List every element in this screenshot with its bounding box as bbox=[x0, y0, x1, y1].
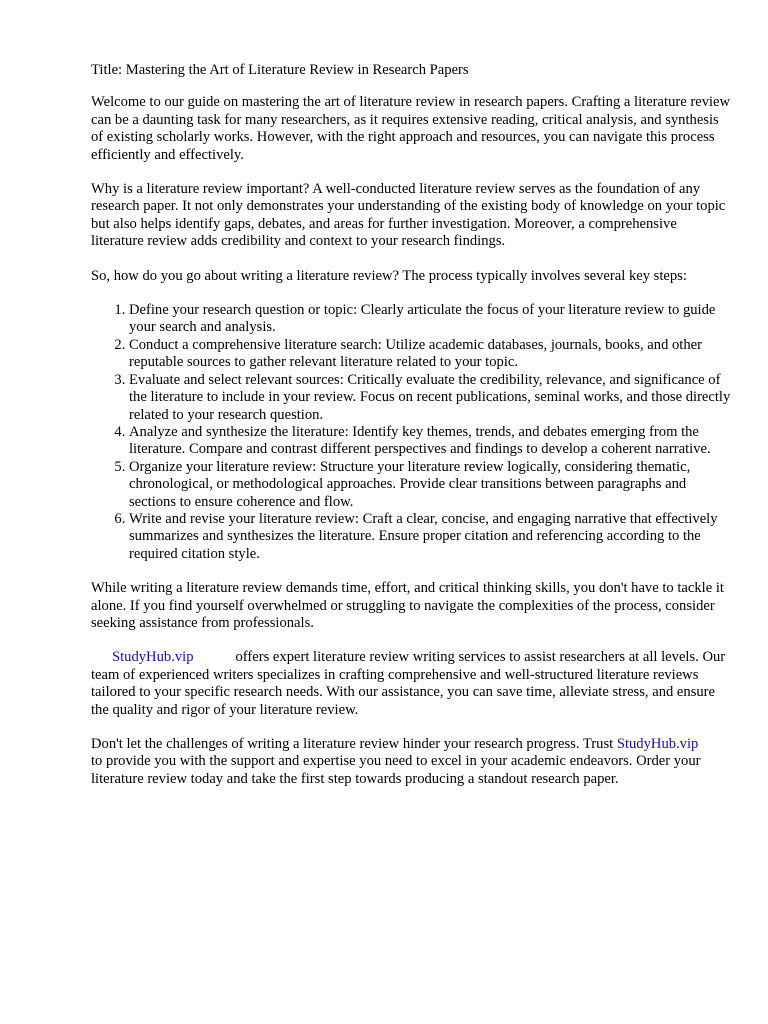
studyhub-link[interactable]: StudyHub.vip bbox=[112, 649, 194, 666]
step-item: 1. Define your research question or topic: Clearly articulate the focus of your literature review to guide your search and analysis. bbox=[129, 302, 731, 337]
steps-list bbox=[91, 302, 731, 563]
closing-text-after: to provide you with the support and expertise you need to excel in your academic endeavors. Order your literature review today and take the first step towards producing a standout research paper. bbox=[91, 753, 701, 787]
document-title: Title: Mastering the Art of Literature Review in Research Papers bbox=[91, 62, 469, 78]
closing-text-before: Don't let the challenges of writing a literature review hinder your research progress. Trust bbox=[91, 736, 614, 752]
document-page bbox=[91, 62, 731, 805]
step-item: 2. Conduct a comprehensive literature search: Utilize academic databases, journals, books, and other reputable sources to gather relevant literature related to your topic. bbox=[129, 337, 731, 372]
intro-paragraph: Welcome to our guide on mastering the art of literature review in research papers. Crafting a literature review can be a daunting task for many researchers, as it requires extensive reading, critical analysis, and synthesis of existing scholarly works. However, with the right approach and resources, you can navigate this process efficiently and effectively. bbox=[91, 94, 731, 163]
studyhub-link[interactable]: StudyHub.vip bbox=[616, 736, 699, 752]
step-item: 3. Evaluate and select relevant sources: Critically evaluate the credibility, relevance, and significance of the literature to include in your review. Focus on recent publications, seminal works, and those directly related to your research question. bbox=[129, 372, 731, 424]
assistance-paragraph: While writing a literature review demands time, effort, and critical thinking skills, you don't have to tackle it alone. If you find yourself overwhelmed or struggling to navigate the complexities of the process, consider seeking assistance from professionals. bbox=[91, 580, 724, 631]
step-item: 6. Write and revise your literature review: Craft a clear, concise, and engaging narrative that effectively summarizes and synthesizes the literature. Ensure proper citation and referencing according to the required citation style. bbox=[129, 511, 731, 563]
closing-paragraph bbox=[91, 736, 731, 788]
step-item: 5. Organize your literature review: Structure your literature review logically, considering thematic, chronological, or methodological approaches. Provide clear transitions between paragraphs and sections to ensure coherence and flow. bbox=[129, 459, 731, 511]
importance-paragraph: Why is a literature review important? A well-conducted literature review serves as the foundation of any research paper. It not only demonstrates your understanding of the existing body of knowledge on your topic but also helps identify gaps, debates, and areas for further investigation. Moreover, a comprehensive literature review adds credibility and context to your research findings. bbox=[91, 181, 726, 250]
steps-intro-paragraph: So, how do you go about writing a literature review? The process typically involves several key steps: bbox=[91, 267, 687, 284]
step-item: 4. Analyze and synthesize the literature: Identify key themes, trends, and debates emerging from the literature. Compare and contrast different perspectives and findings to develop a coherent narrative. bbox=[129, 424, 731, 459]
offer-text: offers expert literature review writing services to assist researchers at all levels. Our team of experienced writers specializes in crafting comprehensive and well-structured literature reviews tailored to your specific research needs. With our assistance, you can save time, alleviate stress, and ensure the quality and rigor of your literature review. bbox=[91, 649, 726, 718]
offer-paragraph bbox=[91, 649, 731, 719]
